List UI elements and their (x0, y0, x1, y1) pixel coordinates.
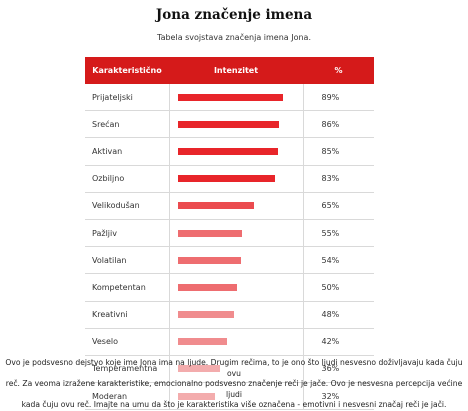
intensity-bar (178, 202, 255, 209)
intensity-track (178, 175, 296, 182)
percent-value: 86% (303, 111, 374, 138)
intensity-cell (169, 247, 303, 274)
explanation-line: Ovo je podsvesno dejstvo koje ime Jona ima na ljude. Drugim rečima, to je ono što ljudi nesvesno doživljavaju kada čuju ovu (5, 358, 463, 378)
header-percent: % (303, 57, 374, 84)
intensity-bar (178, 311, 235, 318)
table-row (85, 84, 374, 111)
percent-value: 36% (303, 355, 374, 382)
characteristic-name: Kompetentan (85, 274, 169, 301)
intensity-cell (169, 328, 303, 355)
header-intensity: Intenzitet (169, 57, 303, 84)
intensity-bar (178, 175, 276, 182)
percent-value: 85% (303, 138, 374, 165)
percent-value: 55% (303, 219, 374, 246)
characteristic-name: Volatilan (85, 247, 169, 274)
intensity-bar (178, 257, 242, 264)
percent-value: 50% (303, 274, 374, 301)
percent-value: 89% (303, 84, 374, 111)
intensity-bar (178, 121, 279, 128)
intensity-cell (169, 219, 303, 246)
characteristic-name: Ozbiljno (85, 165, 169, 192)
table-row (85, 219, 374, 246)
explanation-text (0, 358, 468, 411)
table-row (85, 165, 374, 192)
characteristic-name: Veselo (85, 328, 169, 355)
intensity-cell (169, 138, 303, 165)
intensity-cell (169, 192, 303, 219)
table-row (85, 274, 374, 301)
intensity-cell (169, 111, 303, 138)
intensity-track (178, 284, 296, 291)
intensity-bar (178, 338, 228, 345)
characteristic-name: Pažljiv (85, 219, 169, 246)
percent-value: 32% (303, 383, 374, 410)
characteristic-name: Prijateljski (85, 84, 169, 111)
header-characteristic: Karakteristično (85, 57, 169, 84)
intensity-track (178, 338, 296, 345)
characteristic-name: Kreativni (85, 301, 169, 328)
table-header-row (85, 57, 374, 84)
page-title: Jona značenje imena (155, 7, 313, 23)
intensity-bar (178, 148, 278, 155)
percent-value: 65% (303, 192, 374, 219)
characteristic-name: Velikodušan (85, 192, 169, 219)
intensity-track (178, 311, 296, 318)
intensity-cell (169, 165, 303, 192)
explanation-line: kada čuju ovu reč. Imajte na umu da što je karakteristika više označena - emotivni i nesvesni značaj reči je jači. (21, 400, 447, 409)
characteristic-name: Aktivan (85, 138, 169, 165)
intensity-cell (169, 301, 303, 328)
characteristic-name: Srećan (85, 111, 169, 138)
explanation-line: reč. Za veoma izražene karakteristike, emocionalno podsvesno značenje reči je jače. Ovo je nesvesna percepcija većine ljudi (5, 379, 463, 399)
percent-value: 42% (303, 328, 374, 355)
percent-value: 48% (303, 301, 374, 328)
percent-value: 54% (303, 247, 374, 274)
table-row (85, 301, 374, 328)
intensity-track (178, 148, 296, 155)
table-row (85, 247, 374, 274)
intensity-bar (178, 284, 237, 291)
table-row (85, 192, 374, 219)
table-row (85, 328, 374, 355)
intensity-bar (178, 230, 243, 237)
intensity-track (178, 230, 296, 237)
intensity-track (178, 94, 296, 101)
intensity-cell (169, 84, 303, 111)
table-row (85, 138, 374, 165)
intensity-bar (178, 94, 283, 101)
characteristic-name: Moderan (85, 383, 169, 410)
table-row (85, 111, 374, 138)
intensity-track (178, 121, 296, 128)
intensity-track (178, 257, 296, 264)
characteristic-name: Temperamentna (85, 355, 169, 382)
intensity-track (178, 202, 296, 209)
percent-value: 83% (303, 165, 374, 192)
intensity-cell (169, 274, 303, 301)
table-caption: Tabela svojstava značenja imena Jona. (157, 33, 311, 42)
